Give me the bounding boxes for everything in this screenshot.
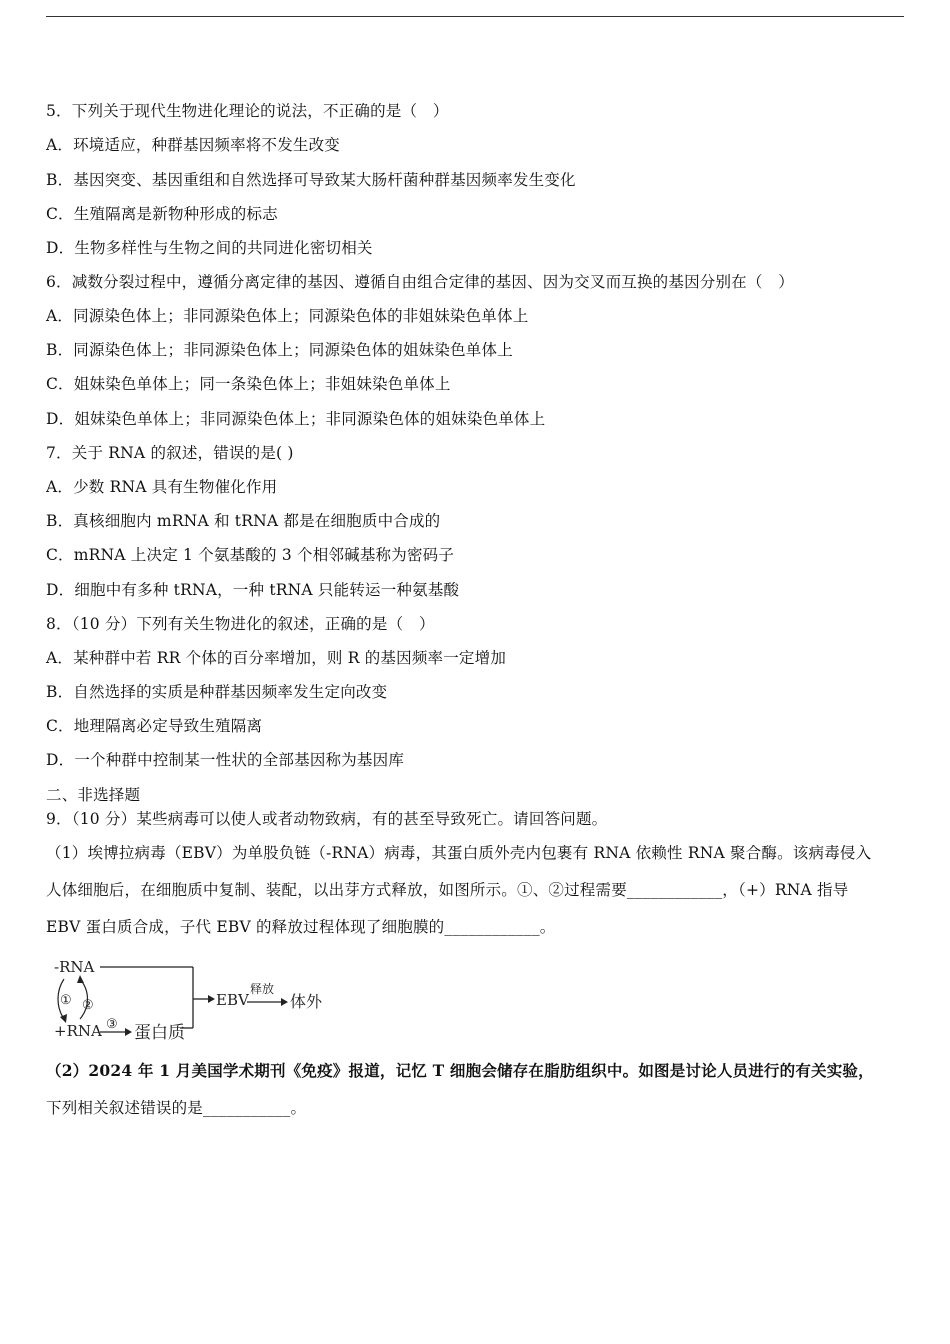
- q6-option-a: A．同源染色体上；非同源染色体上；同源染色体的非姐妹染色单体上: [46, 307, 529, 325]
- q6-option-b: B．同源染色体上；非同源染色体上；同源染色体的姐妹染色单体上: [46, 341, 513, 359]
- q7-option-a: A．少数 RNA 具有生物催化作用: [46, 478, 278, 496]
- q5-option-b: B．基因突变、基因重组和自然选择可导致某大肠杆菌种群基因频率发生变化: [46, 171, 576, 189]
- step3-label: ③: [106, 1017, 118, 1032]
- q8-option-a: A．某种群中若 RR 个体的百分率增加，则 R 的基因频率一定增加: [46, 649, 507, 667]
- protein-label: 蛋白质: [134, 1023, 185, 1043]
- top-rule: [46, 16, 904, 17]
- step2-arrow-head: [77, 975, 84, 983]
- q5-option-c: C．生殖隔离是新物种形成的标志: [46, 205, 278, 223]
- q7-option-b: B．真核细胞内 mRNA 和 tRNA 都是在细胞质中合成的: [46, 512, 441, 530]
- pos-rna-label: +RNA: [54, 1022, 102, 1040]
- q9-part1-line1: （1）埃博拉病毒（EBV）为单股负链（-RNA）病毒，其蛋白质外壳内包裹有 RNA 依赖性 RNA 聚合酶。该病毒侵入: [46, 844, 872, 862]
- q8-option-c: C．地理隔离必定导致生殖隔离: [46, 717, 263, 735]
- q7-stem: 7．关于 RNA 的叙述，错误的是( ): [46, 444, 294, 462]
- release-label: 释放: [250, 982, 275, 996]
- q6-stem: 6．减数分裂过程中，遵循分离定律的基因、遵循自由组合定律的基因、因为交叉而互换的基因分别在（ ）: [46, 273, 794, 291]
- q9-part1-line3: EBV 蛋白质合成，子代 EBV 的释放过程体现了细胞膜的____________。: [46, 918, 556, 936]
- q5-option-d: D．生物多样性与生物之间的共同进化密切相关: [46, 239, 373, 257]
- q9-stem: 9．（10 分）某些病毒可以使人或者动物致病，有的甚至导致死亡。请回答问题。: [46, 810, 608, 828]
- arrow-to-ebv-head: [208, 995, 215, 1003]
- q8-option-d: D．一个种群中控制某一性状的全部基因称为基因库: [46, 751, 405, 769]
- q9-part2-line1: （2）2024 年 1 月美国学术期刊《免疫》报道，记忆 T 细胞会储存在脂肪组织中。如图是讨论人员进行的有关实验，: [46, 1061, 874, 1080]
- q7-option-c: C．mRNA 上决定 1 个氨基酸的 3 个相邻碱基称为密码子: [46, 546, 455, 564]
- q8-stem: 8．（10 分）下列有关生物进化的叙述，正确的是（ ）: [46, 615, 435, 633]
- ebv-replication-diagram: [50, 955, 330, 1047]
- q6-option-c: C．姐妹染色单体上；同一条染色体上；非姐妹染色单体上: [46, 375, 451, 393]
- q8-option-b: B．自然选择的实质是种群基因频率发生定向改变: [46, 683, 388, 701]
- q5-option-a: A．环境适应，种群基因频率将不发生改变: [46, 136, 340, 154]
- neg-rna-label: -RNA: [54, 958, 95, 976]
- q6-option-d: D．姐妹染色单体上；非同源染色体上；非同源染色体的姐妹染色单体上: [46, 410, 546, 428]
- release-arrow-head: [281, 998, 288, 1006]
- section-heading: 二、非选择题: [46, 786, 141, 804]
- step2-label: ②: [82, 998, 94, 1013]
- q9-part2-line2: 下列相关叙述错误的是___________。: [46, 1099, 307, 1117]
- q7-option-d: D．细胞中有多种 tRNA，一种 tRNA 只能转运一种氨基酸: [46, 581, 460, 599]
- q5-stem: 5．下列关于现代生物进化理论的说法，不正确的是（ ）: [46, 102, 449, 120]
- step3-arrow-head: [125, 1028, 132, 1036]
- ebv-label: EBV: [216, 991, 249, 1009]
- q9-part1-line2: 人体细胞后，在细胞质中复制、装配，以出芽方式释放，如图所示。①、②过程需要____________，（+）RNA 指导: [46, 881, 849, 899]
- outside-label: 体外: [290, 992, 323, 1011]
- step1-label: ①: [60, 993, 72, 1008]
